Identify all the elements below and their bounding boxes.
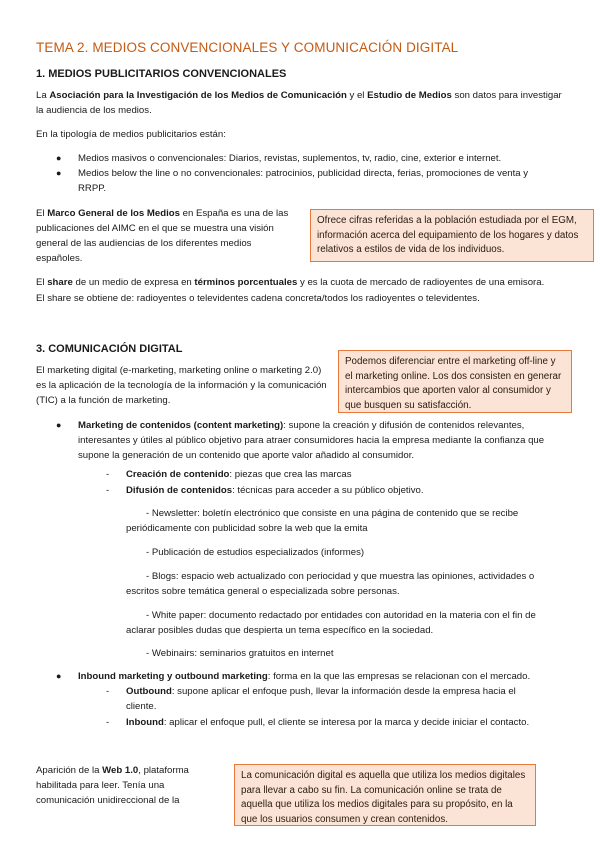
paragraph-share-formula: El share se obtiene de: radioyentes o televidentes cadena concreta/todos los radioyentes o televidentes. xyxy=(36,293,480,304)
text-run: : piezas que crea las marcas xyxy=(229,469,352,480)
dash-item-outbound xyxy=(106,685,546,715)
bullet-icon: ● xyxy=(56,153,62,163)
dash-item-text xyxy=(106,484,566,499)
text-run: El xyxy=(36,277,48,288)
bold-run: Inbound xyxy=(126,717,164,728)
dash-item-creacion xyxy=(106,468,566,483)
note-egm: Ofrece cifras referidas a la población estudiada por el EGM, información acerca del equipamiento de los hogares y datos relativos a estilos de vida de los individuos. xyxy=(310,209,594,262)
bold-run: Inbound marketing y outbound marketing xyxy=(78,671,268,682)
text-run: : supone aplicar el enfoque push, llevar la información desde la empresa hacia el cliente. xyxy=(126,686,516,712)
content-marketing-text xyxy=(56,419,570,464)
dash-marker: - xyxy=(106,485,110,496)
page-title: TEMA 2. MEDIOS CONVENCIONALES Y COMUNICACIÓN DIGITAL xyxy=(36,40,459,55)
section-heading-digital: 3. COMUNICACIÓN DIGITAL xyxy=(36,343,183,355)
dash-item-inbound xyxy=(106,716,576,731)
dash-marker: - xyxy=(106,717,110,728)
bold-run: Creación de contenido xyxy=(126,469,230,480)
list-item-text: Medios below the line o no convencionales: patrocinios, publicidad directa, ferias, promociones de venta y RRPP. xyxy=(78,167,529,194)
list-item xyxy=(56,167,556,197)
sub-item-webinairs: - Webinairs: seminarios gratuitos en internet xyxy=(146,648,334,659)
paragraph-aimc xyxy=(36,89,564,119)
text-run: : supone la creación y difusión de contenidos relevantes, interesantes y útiles al público objetivo para atraer consumidores hacia la empresa mediante la confianza que supone la generación de un contenido que aporte valor añadido al consumidor. xyxy=(78,420,545,461)
sub-item-newsletter: - Newsletter: boletín electrónico que consiste en una página de contenido que se recibe periódicamente con publicidad sobre la web que la emita xyxy=(126,508,519,534)
bold-run: Difusión de contenidos xyxy=(126,485,233,496)
inbound-marketing-text xyxy=(56,670,576,685)
bold-run: Asociación para la Investigación de los Medios de Comunicación xyxy=(49,90,347,101)
text-run: y el xyxy=(346,90,368,101)
paragraph-share xyxy=(36,276,564,291)
bold-run: términos porcentuales xyxy=(194,277,298,288)
bold-run: share xyxy=(47,277,73,288)
section-heading-medios: 1. MEDIOS PUBLICITARIOS CONVENCIONALES xyxy=(36,68,287,80)
list-item-text: Medios masivos o convencionales: Diarios, revistas, suplementos, tv, radio, cine, exterior e internet. xyxy=(78,153,502,164)
bullet-icon: ● xyxy=(56,420,62,430)
text-run: Aparición de la xyxy=(36,765,103,776)
sub-item-blogs: - Blogs: espacio web actualizado con periocidad y que muestra las opiniones, actividades o escritos sobre temática general o especializada sobre personas. xyxy=(126,571,535,597)
paragraph-tipologia: En la tipología de medios publicitarios están: xyxy=(36,129,226,140)
text-run: de un medio de expresa en xyxy=(72,277,195,288)
text-run: : forma en la que las empresas se relacionan con el mercado. xyxy=(267,671,531,682)
note-comunicacion-digital: La comunicación digital es aquella que utiliza los medios digitales para llevar a cabo su fin. La comunicación online se trata de aquella que utiliza los medios digitales para su propósito, en la que los usuarios consumen y crean contenidos. xyxy=(234,764,536,826)
paragraph-web-1-0 xyxy=(36,764,214,809)
bullet-icon: ● xyxy=(56,167,62,178)
bold-run: Estudio de Medios xyxy=(367,90,452,101)
text-run: en España es una de las publicaciones del AIMC en el que se muestra una visión general de las audiencias de los diferentes medios españoles. xyxy=(36,208,289,264)
content-marketing-item xyxy=(56,419,570,464)
paragraph-marketing-digital: El marketing digital (e-marketing, marketing online o marketing 2.0) es la aplicación de la tecnología de la información y la comunicación (TIC) a la función de marketing. xyxy=(36,365,327,406)
text-run: El xyxy=(36,208,48,219)
sub-item-estudios: - Publicación de estudios especializados (informes) xyxy=(146,547,365,558)
text-run: y es la cuota de mercado de radioyentes de una emisora. xyxy=(297,277,545,288)
text-run: : técnicas para acceder a su público objetivo. xyxy=(232,485,424,496)
bold-run: Marco General de los Medios xyxy=(47,208,180,219)
bold-run: Web 1.0 xyxy=(102,765,139,776)
text-run: : aplicar el enfoque pull, el cliente se interesa por la marca y decide iniciar el contacto. xyxy=(163,717,530,728)
dash-item-text xyxy=(106,685,546,715)
list-item xyxy=(56,152,556,167)
dash-marker: - xyxy=(106,469,110,480)
bold-run: Marketing de contenidos (content marketing) xyxy=(78,420,284,431)
note-offline-online: Podemos diferenciar entre el marketing off-line y el marketing online. Los dos consisten en generar intercambios que aporten valor al consumidor y que busquen su satisfacción. xyxy=(338,350,572,413)
paragraph-marco-general xyxy=(36,207,298,266)
dash-marker: - xyxy=(106,686,110,697)
text-run: , plataforma habilitada para leer. Tenía una comunicación unidireccional de la xyxy=(36,765,189,806)
media-types-list xyxy=(56,152,556,197)
sub-item-white-paper: - White paper: documento redactado por entidades con autoridad en la materia con el fin de aclarar posibles dudas que despierta un tema específico en la sociedad. xyxy=(126,610,536,636)
inbound-marketing-item xyxy=(56,670,576,685)
dash-item-text xyxy=(106,468,566,483)
dash-item-text xyxy=(106,716,576,731)
dash-item-difusion xyxy=(106,484,566,499)
text-run: son datos para investigar la audiencia de los medios. xyxy=(36,90,562,116)
bold-run: Outbound xyxy=(126,686,172,697)
bullet-icon: ● xyxy=(56,671,62,681)
text-run: La xyxy=(36,90,50,101)
